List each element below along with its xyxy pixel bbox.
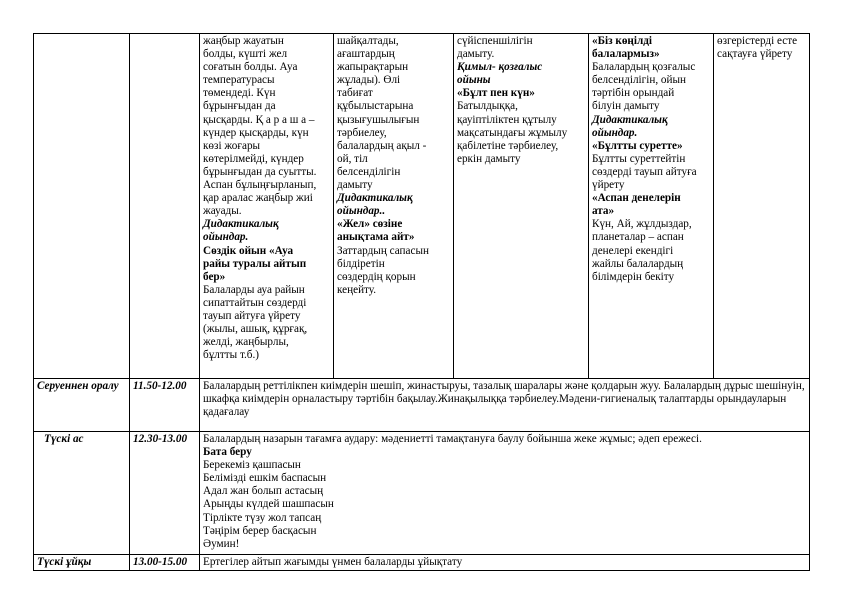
activity-cell-col5 <box>454 34 589 379</box>
activity-line: табиғат <box>337 87 373 100</box>
activity-line: бұрынғыдан да <box>203 100 276 113</box>
activity-line: сақтауға үйрету <box>717 48 793 61</box>
section-label <box>34 379 130 432</box>
activity-line: қызығушылығын <box>337 113 420 126</box>
activity-line: Аспан бұлыңғырланып, <box>203 179 317 192</box>
content-cell <box>200 379 810 432</box>
activity-line: білуін дамыту <box>592 100 660 113</box>
activity-line: білдіретін <box>337 257 385 270</box>
activity-line: соғатын болды. Ауа <box>203 61 298 74</box>
blessing-line: Әумин! <box>203 537 240 550</box>
activity-line: білімдерін бекіту <box>592 270 675 283</box>
activity-line: белсенділігін <box>337 165 401 178</box>
activity-line: мақсатындағы жұмылу <box>457 126 568 139</box>
activity-line: тауып айтуға үйрету <box>203 309 301 322</box>
activity-line: бұлтты т.б.) <box>203 349 260 362</box>
section-label-text: Түскі ас <box>44 433 84 445</box>
time-text: 12.30-13.00 <box>133 433 188 445</box>
time-text: 13.00-15.00 <box>133 556 188 568</box>
table-row-activities <box>34 34 810 379</box>
activity-cell-col3 <box>200 34 334 379</box>
activity-line: денелері екендігі <box>592 244 674 257</box>
time-cell-empty <box>130 34 200 379</box>
activity-line: Заттардың сапасын <box>337 244 429 257</box>
time-cell <box>130 555 200 571</box>
activity-line: Балаларды ауа райын <box>203 283 305 296</box>
section-cell-empty <box>34 34 130 379</box>
section-label <box>34 555 130 571</box>
activity-line: «Жел» сөзіне <box>337 218 403 231</box>
blessing-title: Бата беру <box>203 446 252 459</box>
activity-line: Батылдыққа, <box>457 100 518 113</box>
activity-line: бер» <box>203 270 226 283</box>
activity-line: планеталар – аспан <box>592 231 684 244</box>
blessing-line: Берекеміз қашпасын <box>203 459 301 472</box>
activity-line: температурасы <box>203 74 275 87</box>
activity-line: ата» <box>592 205 615 218</box>
time-cell <box>130 379 200 432</box>
activity-line: жапырақтарын <box>337 61 409 74</box>
activity-line: ойындар.. <box>337 205 386 218</box>
section-label-text: Серуеннен оралу <box>37 380 119 392</box>
activity-line: жауады. <box>203 205 242 218</box>
activity-line: дамыту <box>337 179 373 192</box>
activity-line: сипаттайтын сөздерді <box>203 296 307 309</box>
activity-line: белсенділігін, ойын <box>592 74 687 87</box>
activity-line: көтерілмейді, күндер <box>203 152 304 165</box>
content-text: Балалардың реттілікпен киімдерін шешіп, жинастыруы, тазалық шаралары және қолдарын жуу. Балалардың дұрыс шешінуін, шкафқа киімдерін орналастыру тәртібін бақылау.Жинақылыққа тәрбиелеу.Мәдени-гигиеналық талаптарды орындауларын қадағалау <box>203 380 805 419</box>
activity-cell-col6 <box>589 34 714 379</box>
activity-line: сөздердің қорын <box>337 270 416 283</box>
activity-line: қабілетіне тәрбиелеу, <box>457 139 559 152</box>
activity-line: күндер қысқарды, күн <box>203 126 309 139</box>
activity-line: «Біз көңілді <box>592 35 653 47</box>
blessing-line: Адал жан болып астасың <box>203 485 324 498</box>
activity-line: қауіптіліктен құтылу <box>457 113 557 126</box>
activity-line: Қимыл- қозғалыс <box>457 61 543 74</box>
table-row-lunch <box>34 432 810 555</box>
blessing-line: Тірлікте түзу жол тапсаң <box>203 511 322 524</box>
section-label-text: Түскі ұйқы <box>37 556 92 568</box>
blessing-line: Белімізді ешкім баспасын <box>203 472 327 485</box>
activity-line: дамыту. <box>457 48 495 61</box>
activity-line: сөздерді тауып айтуға <box>592 165 697 178</box>
activity-cell-col7 <box>714 34 810 379</box>
activity-line: анықтама айт» <box>337 231 415 244</box>
blessing-line: Тәңірім берер басқасын <box>203 524 317 537</box>
content-cell <box>200 555 810 571</box>
activity-line: желді, жаңбырлы, <box>203 336 289 349</box>
table-row-nap <box>34 555 810 571</box>
activity-line: қысқарды. Қ а р а ш а – <box>203 113 315 126</box>
blessing-line: Арыңды күлдей шашпасын <box>203 498 334 511</box>
lunch-intro: Балалардың назарын тағамға аудару: мәдениетті тамақтануға баулу бойынша жеке жұмыс; әдеп ережесі. <box>203 433 702 445</box>
activity-line: ойыны <box>457 74 491 87</box>
activity-line: «Бұлт пен күн» <box>457 87 535 100</box>
activity-line: райы туралы айтып <box>203 257 307 270</box>
activity-line: ойындар. <box>203 231 249 244</box>
activity-line: балалардың ақыл - <box>337 139 427 152</box>
activity-line: құбылыстарына <box>337 100 414 113</box>
activity-line: тәрбиелеу, <box>337 126 387 139</box>
activity-line: Дидактикалық <box>203 218 279 231</box>
activity-line: Дидактикалық <box>592 113 668 126</box>
activity-line: «Аспан денелерін <box>592 192 681 205</box>
activity-line: өзгерістерді есте <box>717 35 798 47</box>
activity-line: Сөздік ойын «Ауа <box>203 244 294 257</box>
activity-line: кеңейту. <box>337 283 377 296</box>
table-row-walk-return <box>34 379 810 432</box>
activity-line: үйрету <box>592 179 625 192</box>
activity-line: жаңбыр жауатын <box>203 35 284 47</box>
activity-line: Бұлтты суреттейтін <box>592 152 686 165</box>
activity-line: бұрынғыдан да суытты. <box>203 165 317 178</box>
blessing-lines <box>203 459 806 551</box>
activity-line: Дидактикалық <box>337 192 413 205</box>
activity-line: төмендеді. Күн <box>203 87 276 100</box>
schedule-table <box>33 33 810 571</box>
activity-line: Күн, Ай, жұлдыздар, <box>592 218 692 231</box>
content-cell <box>200 432 810 555</box>
activity-line: «Бұлтты суретте» <box>592 139 683 152</box>
activity-cell-col4 <box>334 34 454 379</box>
activity-line: ағаштардың <box>337 48 395 61</box>
section-label <box>34 432 130 555</box>
time-text: 11.50-12.00 <box>133 380 187 392</box>
activity-line: еркін дамыту <box>457 152 521 165</box>
activity-line: болды, күшті жел <box>203 48 288 61</box>
activity-line: сүйіспеншілігін <box>457 35 533 47</box>
activity-line: ой, тіл <box>337 152 368 165</box>
activity-line: қар аралас жаңбыр жиі <box>203 192 313 205</box>
activity-line: жұлады). Өлі <box>337 74 401 87</box>
time-cell <box>130 432 200 555</box>
activity-line: ойындар. <box>592 126 638 139</box>
content-text: Ертегілер айтып жағымды үнмен балаларды ұйықтату <box>203 556 463 568</box>
activity-line: балалармыз» <box>592 48 660 61</box>
activity-line: жайлы балалардың <box>592 257 684 270</box>
activity-line: (жылы, ашық, құрғақ, <box>203 323 308 336</box>
activity-line: көзі жоғары <box>203 139 261 152</box>
activity-line: Балалардың қозғалыс <box>592 61 696 74</box>
activity-line: тәртібін орындай <box>592 87 675 100</box>
activity-line: шайқалтады, <box>337 35 399 47</box>
